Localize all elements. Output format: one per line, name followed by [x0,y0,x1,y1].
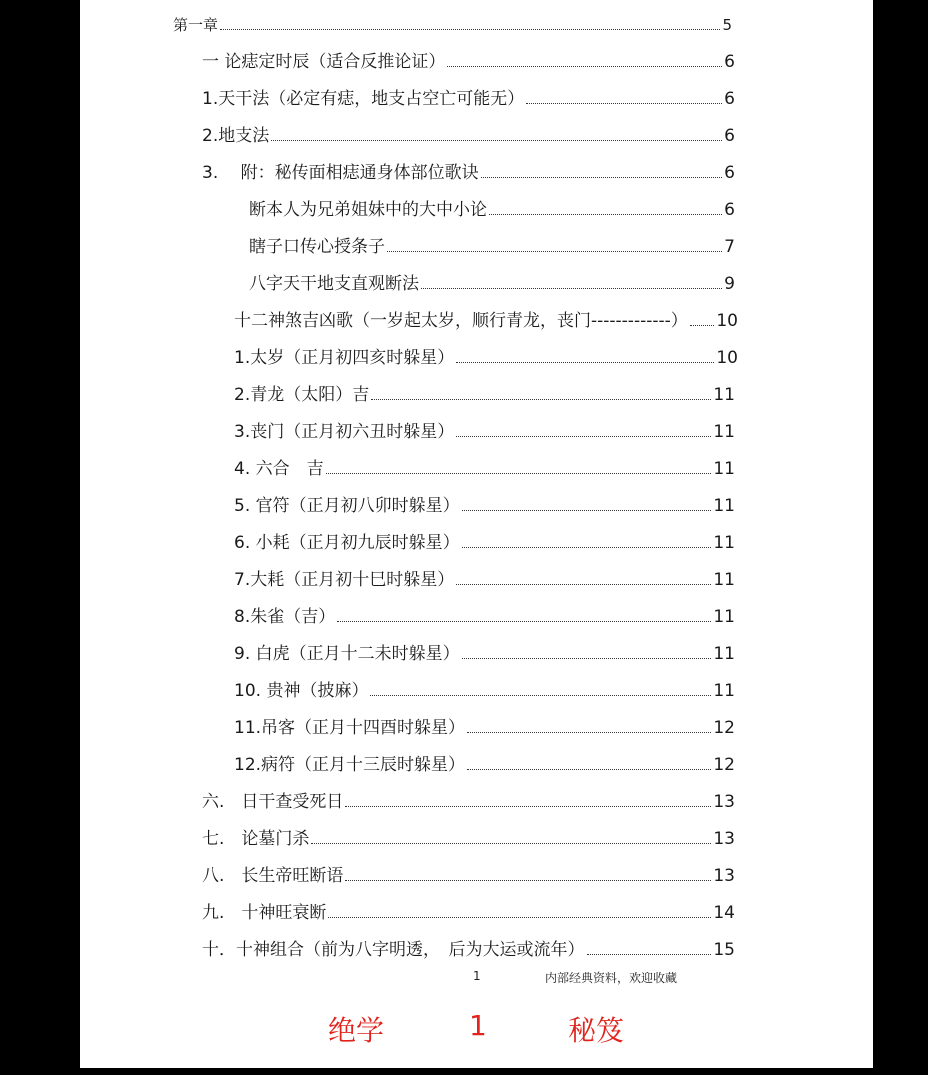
toc-entry[interactable] [202,123,735,147]
toc-dot-leader [462,658,712,659]
toc-entry[interactable] [202,160,735,184]
toc-entry-title: 3. 附：秘传面相痣通身体部位歌诀 [202,163,479,183]
toc-entry-page: 10 [716,348,738,368]
toc-entry[interactable] [234,530,735,554]
toc-entry-page: 13 [713,792,735,812]
toc-entry[interactable] [234,456,735,480]
toc-entry[interactable] [202,863,735,887]
toc-entry-page: 11 [713,385,735,405]
toc-entry-title: 1.天干法（必定有痣，地支占空亡可能无） [202,89,525,109]
toc-entry-title: 2.地支法 [202,126,270,146]
toc-entry[interactable] [234,641,735,665]
toc-entry-page: 6 [724,126,735,146]
toc-entry[interactable] [234,382,735,406]
toc-entry-page: 6 [724,200,735,220]
toc-dot-leader [462,510,712,511]
toc-dot-leader [370,695,711,696]
toc-dot-leader [345,880,711,881]
toc-dot-leader [587,954,712,955]
toc-dot-leader [337,621,711,622]
toc-entry-title: 十二神煞吉凶歌（一岁起太岁，顺行青龙，丧门-------------） [234,311,688,331]
toc-entry-page: 11 [713,644,735,664]
toc-entry-title: 1.太岁（正月初四亥时躲星） [234,348,455,368]
toc-dot-leader [456,362,714,363]
toc-entry-title: 3.丧门（正月初六丑时躲星） [234,422,455,442]
toc-entry-title: 2.青龙（太阳）吉 [234,385,370,405]
toc-entry-page: 12 [713,755,735,775]
toc-entry[interactable] [202,826,735,850]
toc-entry-page: 13 [713,829,735,849]
toc-entry-title: 7.大耗（正月初十巳时躲星） [234,570,455,590]
toc-dot-leader [220,29,720,30]
toc-entry-page: 11 [713,422,735,442]
document-page [80,0,873,1068]
toc-dot-leader [271,140,722,141]
toc-entry[interactable] [249,271,735,295]
toc-entry-page: 12 [713,718,735,738]
toc-dot-leader [421,288,722,289]
toc-entry-page: 11 [713,570,735,590]
toc-dot-leader [326,473,712,474]
toc-entry-page: 11 [713,533,735,553]
toc-entry-title: 九. 十神旺衰断 [202,903,327,923]
toc-entry-title: 瞎子口传心授条子 [249,237,385,257]
toc-dot-leader [690,325,715,326]
toc-entry-title: 4. 六合 吉 [234,459,324,479]
toc-dot-leader [328,917,711,918]
toc-entry[interactable] [202,937,735,961]
toc-dot-leader [311,843,711,844]
toc-entry-title: 6. 小耗（正月初九辰时躲星） [234,533,460,553]
toc-entry-page: 10 [716,311,738,331]
toc-entry[interactable] [234,715,735,739]
toc-entry-title: 一 论痣定时辰（适合反推论证） [202,52,446,72]
toc-entry-title: 8.朱雀（吉） [234,607,336,627]
toc-entry-title: 六. 日干查受死日 [202,792,344,812]
toc-entry[interactable] [234,308,738,332]
toc-entry[interactable] [234,678,735,702]
toc-entry-title: 5. 官符（正月初八卯时躲星） [234,496,460,516]
toc-entry-title: 十．十神组合（前为八字明透， 后为大运或流年） [202,940,585,960]
toc-entry-title: 9. 白虎（正月十二未时躲星） [234,644,460,664]
toc-entry-page: 11 [713,459,735,479]
toc-entry[interactable] [234,345,738,369]
toc-entry[interactable] [234,419,735,443]
toc-dot-leader [456,436,711,437]
toc-entry[interactable] [202,789,735,813]
toc-dot-leader [467,769,711,770]
toc-entry-title: 12.病符（正月十三辰时躲星） [234,755,466,775]
toc-dot-leader [447,66,722,67]
toc-entry-page: 9 [724,274,735,294]
toc-entry-page: 5 [722,16,732,34]
toc-entry[interactable] [249,234,735,258]
toc-entry-page: 6 [724,52,735,72]
toc-entry[interactable] [249,197,735,221]
toc-entry-title: 七. 论墓门杀 [202,829,310,849]
toc-entry-page: 6 [724,89,735,109]
toc-entry-title: 10. 贵神（披麻） [234,681,369,701]
toc-entry[interactable] [202,49,735,73]
stamp-page-number: 1 [469,1009,487,1042]
toc-dot-leader [456,584,711,585]
toc-entry[interactable] [202,86,735,110]
toc-entry-page: 11 [713,496,735,516]
toc-dot-leader [467,732,711,733]
toc-entry[interactable] [234,752,735,776]
stamp-left-text: 绝学 [328,1014,385,1047]
toc-entry-page: 15 [713,940,735,960]
toc-dot-leader [387,251,722,252]
toc-entry-title: 第一章 [173,16,219,34]
toc-entry[interactable] [234,567,735,591]
toc-entry-title: 八字天干地支直观断法 [249,274,419,294]
stamp-right-text: 秘笈 [568,1014,625,1047]
toc-entry[interactable] [234,493,735,517]
toc-entry-title: 断本人为兄弟姐妹中的大中小论 [249,200,487,220]
table-of-contents [80,0,873,960]
toc-dot-leader [462,547,712,548]
toc-entry[interactable] [202,900,735,924]
toc-entry-page: 11 [713,681,735,701]
toc-entry-page: 6 [724,163,735,183]
toc-entry-page: 14 [713,903,735,923]
footer-page-number: 1 [473,969,481,983]
toc-dot-leader [345,806,711,807]
toc-entry[interactable] [234,604,735,628]
toc-entry-page: 11 [713,607,735,627]
toc-dot-leader [371,399,711,400]
toc-dot-leader [489,214,722,215]
toc-entry-page: 7 [724,237,735,257]
toc-dot-leader [526,103,722,104]
toc-dot-leader [481,177,723,178]
toc-entry-title: 八. 长生帝旺断语 [202,866,344,886]
toc-entry-page: 13 [713,866,735,886]
toc-entry[interactable] [173,12,732,36]
toc-entry-title: 11.吊客（正月十四酉时躲星） [234,718,466,738]
footer-note: 内部经典资料，欢迎收藏 [545,971,678,985]
